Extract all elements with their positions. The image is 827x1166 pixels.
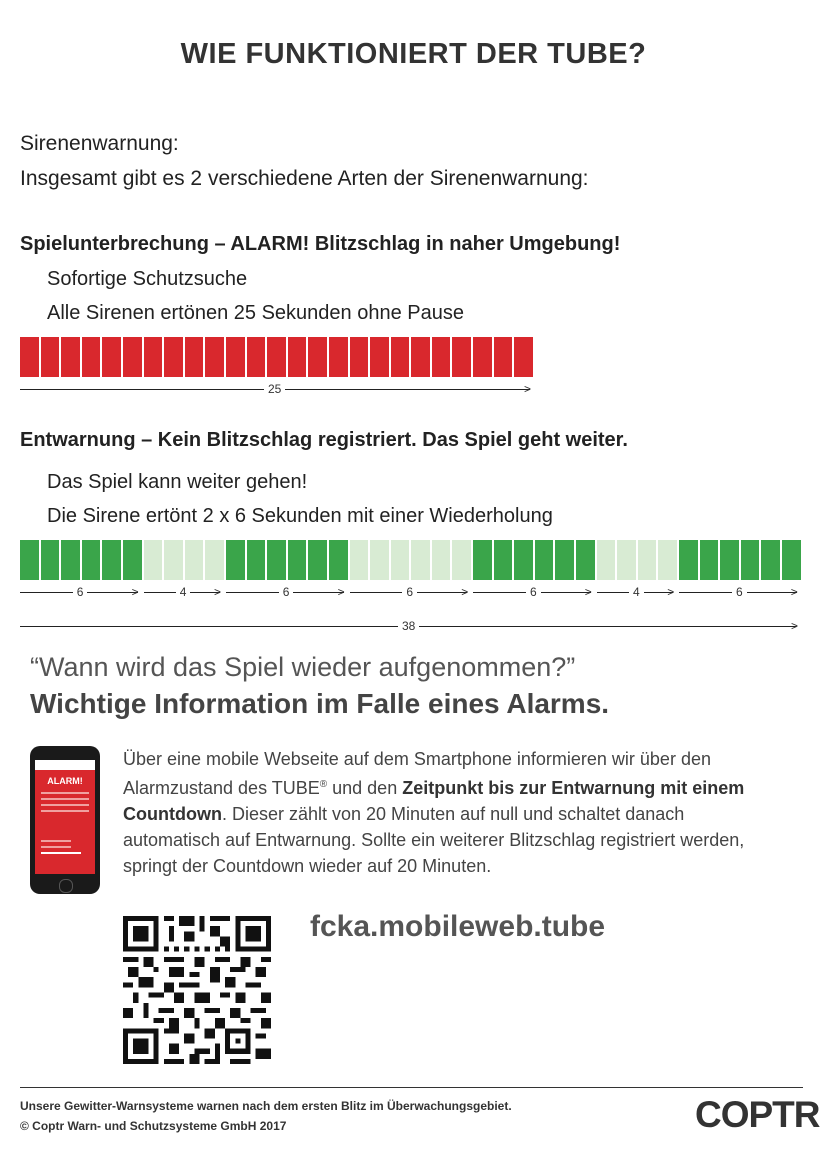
clear-second-block (144, 540, 163, 580)
alarm-second-block (226, 337, 245, 377)
clear-second-block (617, 540, 636, 580)
alarm-item-shelter: Sofortige Schutzsuche (47, 268, 248, 290)
segment-arrow (597, 585, 677, 601)
alarm-second-block (514, 337, 533, 377)
arrowhead-icon: > (213, 585, 221, 599)
footer-copyright: © Coptr Warn- und Schutzsysteme GmbH 2017 (20, 1119, 287, 1133)
alarm-second-block (20, 337, 39, 377)
segment-duration-label: 4 (176, 585, 191, 599)
alarm-second-block (432, 337, 451, 377)
clear-second-block (782, 540, 801, 580)
segment-arrow (350, 585, 472, 601)
arrowhead-icon: > (790, 585, 798, 599)
clear-second-block (597, 540, 616, 580)
clear-second-block (700, 540, 719, 580)
alarm-second-block (391, 337, 410, 377)
alarm-second-block (370, 337, 389, 377)
alarm-second-block (494, 337, 513, 377)
page-title: WIE FUNKTIONIERT DER TUBE? (180, 38, 647, 70)
segment-duration-label: 6 (402, 585, 417, 599)
alarm-second-block (329, 337, 348, 377)
clear-second-block (658, 540, 677, 580)
alarm-second-block (61, 337, 80, 377)
clear-second-block (720, 540, 739, 580)
clear-second-block (329, 540, 348, 580)
clear-second-block (535, 540, 554, 580)
arrowhead-icon: > (131, 585, 139, 599)
clear-second-block (679, 540, 698, 580)
clear-second-block (123, 540, 142, 580)
clear-second-block (20, 540, 39, 580)
clear-duration-arrow (20, 619, 802, 635)
segment-arrow (20, 585, 142, 601)
clear-second-block (391, 540, 410, 580)
alarm-duration-arrow (20, 382, 534, 398)
qr-code-icon[interactable] (123, 916, 271, 1064)
alarm-second-block (350, 337, 369, 377)
footer-divider (20, 1087, 803, 1088)
segment-duration-label: 6 (279, 585, 294, 599)
phone-screen (35, 760, 95, 874)
segment-duration-label: 6 (526, 585, 541, 599)
arrowhead-icon: > (337, 585, 345, 599)
alarm-second-block (473, 337, 492, 377)
arrowhead-icon: > (791, 619, 799, 633)
segment-arrow (226, 585, 348, 601)
clear-second-block (247, 540, 266, 580)
clear-second-block (761, 540, 780, 580)
clear-second-block (226, 540, 245, 580)
clear-second-block (102, 540, 121, 580)
clear-second-block (494, 540, 513, 580)
segment-arrow (144, 585, 224, 601)
alarm-second-block (411, 337, 430, 377)
clear-second-block (741, 540, 760, 580)
clear-second-block (82, 540, 101, 580)
segment-duration-label: 6 (73, 585, 88, 599)
phone-alarm-text: ALARM! (47, 776, 83, 786)
alarm-heading: Spielunterbrechung – ALARM! Blitzschlag in naher Umgebung! (20, 233, 621, 255)
siren-types-text: Insgesamt gibt es 2 verschiedene Arten der Sirenenwarnung: (20, 167, 589, 190)
clear-second-block (164, 540, 183, 580)
alarm-second-block (185, 337, 204, 377)
clear-second-block (205, 540, 224, 580)
clear-item-continue: Das Spiel kann weiter gehen! (47, 471, 308, 493)
clear-heading: Entwarnung – Kein Blitzschlag registriert. Das Spiel geht weiter. (20, 429, 628, 451)
coptr-logo: COPTR (695, 1094, 820, 1135)
arrowhead-icon: > (524, 382, 532, 396)
arrowhead-icon: > (461, 585, 469, 599)
info-quote: “Wann wird das Spiel wieder aufgenommen?” (30, 652, 576, 682)
alarm-second-block (267, 337, 286, 377)
clear-second-block (452, 540, 471, 580)
clear-siren-bar (20, 540, 803, 580)
alarm-second-block (41, 337, 60, 377)
clear-item-siren: Die Sirene ertönt 2 x 6 Sekunden mit einer Wiederholung (47, 505, 553, 527)
alarm-second-block (102, 337, 121, 377)
alarm-siren-bar (20, 337, 535, 377)
segment-arrow (473, 585, 595, 601)
segment-duration-label: 6 (732, 585, 747, 599)
smartphone-image (30, 746, 100, 894)
alarm-second-block (288, 337, 307, 377)
clear-second-block (576, 540, 595, 580)
alarm-second-block (82, 337, 101, 377)
clear-duration-label: 38 (398, 619, 419, 633)
footer-note: Unsere Gewitter-Warnsysteme warnen nach dem ersten Blitz im Überwachungsgebiet. (20, 1099, 512, 1113)
alarm-duration-label: 25 (264, 382, 285, 396)
clear-second-block (370, 540, 389, 580)
clear-second-block (555, 540, 574, 580)
alarm-second-block (452, 337, 471, 377)
clear-second-block (288, 540, 307, 580)
clear-segment-arrows (20, 585, 802, 601)
clear-second-block (61, 540, 80, 580)
alarm-second-block (144, 337, 163, 377)
alarm-second-block (205, 337, 224, 377)
siren-warning-label: Sirenenwarnung: (20, 132, 179, 155)
arrowhead-icon: > (584, 585, 592, 599)
alarm-item-siren: Alle Sirenen ertönen 25 Sekunden ohne Pause (47, 302, 464, 324)
clear-second-block (473, 540, 492, 580)
alarm-second-block (247, 337, 266, 377)
arrowhead-icon: > (667, 585, 675, 599)
clear-second-block (350, 540, 369, 580)
clear-second-block (514, 540, 533, 580)
segment-arrow (679, 585, 801, 601)
alarm-second-block (308, 337, 327, 377)
alarm-second-block (164, 337, 183, 377)
segment-duration-label: 4 (629, 585, 644, 599)
clear-second-block (638, 540, 657, 580)
info-paragraph: Über eine mobile Webseite auf dem Smartphone informieren wir über den Alarmzustand des TUBE® und den Zeitpunkt bis zur Entwarnung mit einem Countdown. Dieser zählt von 20 Minuten auf null und schaltet danach automatisch auf Entwarnung. Sollte ein weiterer Blitzschlag registriert werden, springt der Countdown wieder auf 20 Minuten. (123, 749, 745, 876)
clear-second-block (185, 540, 204, 580)
clear-second-block (411, 540, 430, 580)
alarm-second-block (123, 337, 142, 377)
info-heading: Wichtige Information im Falle eines Alarms. (30, 688, 610, 719)
clear-second-block (308, 540, 327, 580)
clear-second-block (267, 540, 286, 580)
mobileweb-url[interactable]: fcka.mobileweb.tube (310, 910, 606, 943)
clear-second-block (432, 540, 451, 580)
clear-second-block (41, 540, 60, 580)
